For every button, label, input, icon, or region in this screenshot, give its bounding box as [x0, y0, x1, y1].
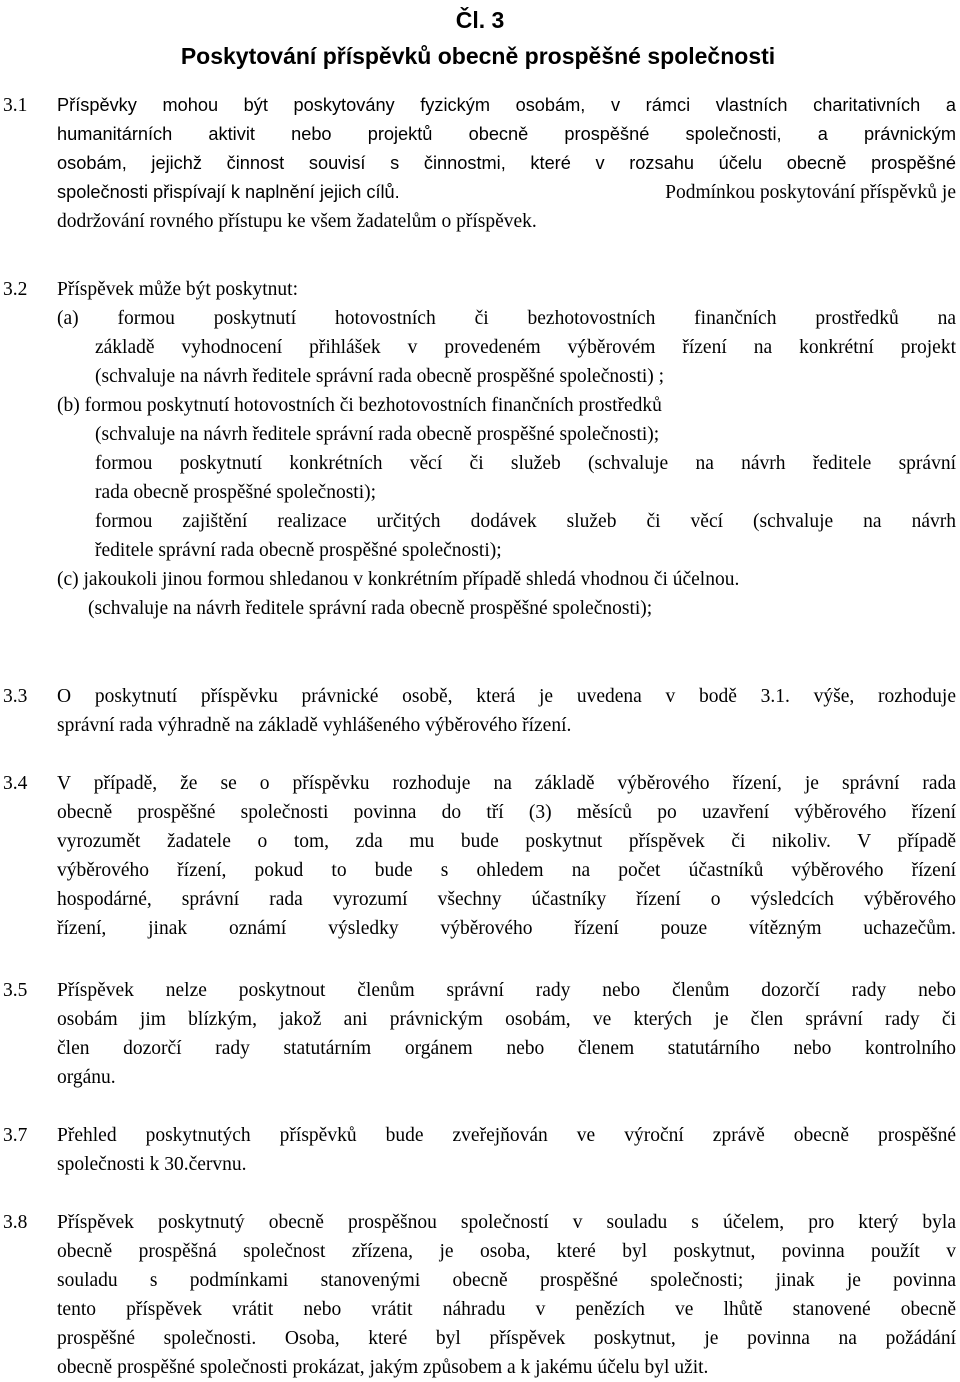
paragraph-line: Přehled poskytnutých příspěvků bude zveřejňován ve výroční zprávě obecně prospěšné	[57, 1125, 956, 1146]
paragraph-line: vyrozumět žadatele o tom, zda mu bude poskytnut příspěvek či nikoliv. V případě	[57, 831, 956, 852]
section-number: 3.3	[3, 686, 28, 707]
paragraph-line: osobám jim blízkým, jakož ani právnickým osobám, ve kterých je člen správní rady či	[57, 1009, 956, 1030]
section-number: 3.8	[3, 1212, 28, 1233]
paragraph-line: prospěšné společnosti. Osoba, které byl příspěvek poskytnut, je povinna na požádání	[57, 1328, 956, 1349]
paragraph-line: formou poskytnutí konkrétních věcí či služeb (schvaluje na návrh ředitele správní	[95, 453, 956, 474]
paragraph-line: (schvaluje na návrh ředitele správní rada obecně prospěšné společnosti);	[95, 424, 660, 445]
paragraph-line: obecně prospěšné společnosti povinna do tří (3) měsíců po uzavření výběrového řízení	[57, 802, 956, 823]
paragraph-line: výběrového řízení, pokud to bude s ohledem na počet účastníků výběrového řízení	[57, 860, 956, 881]
paragraph-line: formou zajištění realizace určitých dodávek služeb či věcí (schvaluje na návrh	[95, 511, 956, 532]
paragraph-line: člen dozorčí rady statutárním orgánem nebo členem statutárního nebo kontrolního	[57, 1038, 956, 1059]
paragraph-line: společnosti k 30.červnu.	[57, 1154, 247, 1175]
section-number: 3.2	[3, 279, 28, 300]
paragraph-line: humanitárních aktivit nebo projektů obecně prospěšné společnosti, a právnickým	[57, 124, 956, 144]
list-item-a: (a) formou poskytnutí hotovostních či bezhotovostních finančních prostředků na	[57, 308, 956, 329]
paragraph-line: základě vyhodnocení přihlášek v provedeném výběrovém řízení na konkrétní projekt	[95, 337, 956, 358]
section-number: 3.7	[3, 1125, 28, 1146]
paragraph-line: tento příspěvek vrátit nebo vrátit náhradu v penězích ve lhůtě stanovené obecně	[57, 1299, 956, 1320]
paragraph-line: orgánu.	[57, 1067, 116, 1088]
list-item-c: (c) jakoukoli jinou formou shledanou v konkrétním případě shledá vhodnou či účelnou.	[57, 569, 740, 590]
paragraph-line: ředitele správní rada obecně prospěšné společnosti);	[95, 540, 502, 561]
paragraph-line: Příspěvek nelze poskytnout členům správní rady nebo členům dozorčí rady nebo	[57, 980, 956, 1001]
paragraph-line: V případě, že se o příspěvku rozhoduje na základě výběrového řízení, je správní rada	[57, 773, 956, 794]
paragraph-line: obecně prospěšná společnost zřízena, je osoba, které byl poskytnut, povinna použít v	[57, 1241, 956, 1262]
paragraph-line: (schvaluje na návrh ředitele správní rada obecně prospěšné společnosti) ;	[95, 366, 665, 387]
list-item-b: (b) formou poskytnutí hotovostních či bezhotovostních finančních prostředků	[57, 395, 662, 416]
section-number: 3.4	[3, 773, 28, 794]
paragraph-line: Podmínkou poskytování příspěvků je	[665, 182, 956, 203]
paragraph-line: souladu s podmínkami stanovenými obecně prospěšné společnosti; jinak je povinna	[57, 1270, 956, 1291]
paragraph-line: řízení, jinak oznámí výsledky výběrového řízení pouze vítězným uchazečům.	[57, 918, 956, 939]
paragraph-line: hospodárné, správní rada vyrozumí všechny účastníky řízení o výsledcích výběrového	[57, 889, 956, 910]
paragraph-line: osobám, jejichž činnost souvisí s činnostmi, které v rozsahu účelu obecně prospěšné	[57, 153, 956, 173]
paragraph-line: rada obecně prospěšné společnosti);	[95, 482, 377, 503]
paragraph-line: (schvaluje na návrh ředitele správní rada obecně prospěšné společnosti);	[88, 598, 653, 619]
paragraph-line: Příspěvek poskytnutý obecně prospěšnou společností v souladu s účelem, pro který byla	[57, 1212, 956, 1233]
paragraph-line: dodržování rovného přístupu ke všem žadatelům o příspěvek.	[57, 211, 537, 232]
article-number: Čl. 3	[455, 7, 505, 33]
section-number: 3.1	[3, 95, 28, 116]
paragraph-line: Příspěvek může být poskytnut:	[57, 279, 299, 300]
paragraph-line: správní rada výhradně na základě vyhlášeného výběrového řízení.	[57, 715, 572, 736]
section-number: 3.5	[3, 980, 28, 1001]
article-title: Poskytování příspěvků obecně prospěšné společnosti	[180, 43, 776, 69]
paragraph-line: Příspěvky mohou být poskytovány fyzickým osobám, v rámci vlastních charitativních a	[57, 95, 956, 115]
paragraph-line: obecně prospěšné společnosti prokázat, jakým způsobem a k jakému účelu byl užit.	[57, 1357, 709, 1378]
paragraph-line: O poskytnutí příspěvku právnické osobě, která je uvedena v bodě 3.1. výše, rozhoduje	[57, 686, 956, 707]
paragraph-line: společnosti přispívají k naplnění jejich cílů.	[57, 182, 400, 202]
